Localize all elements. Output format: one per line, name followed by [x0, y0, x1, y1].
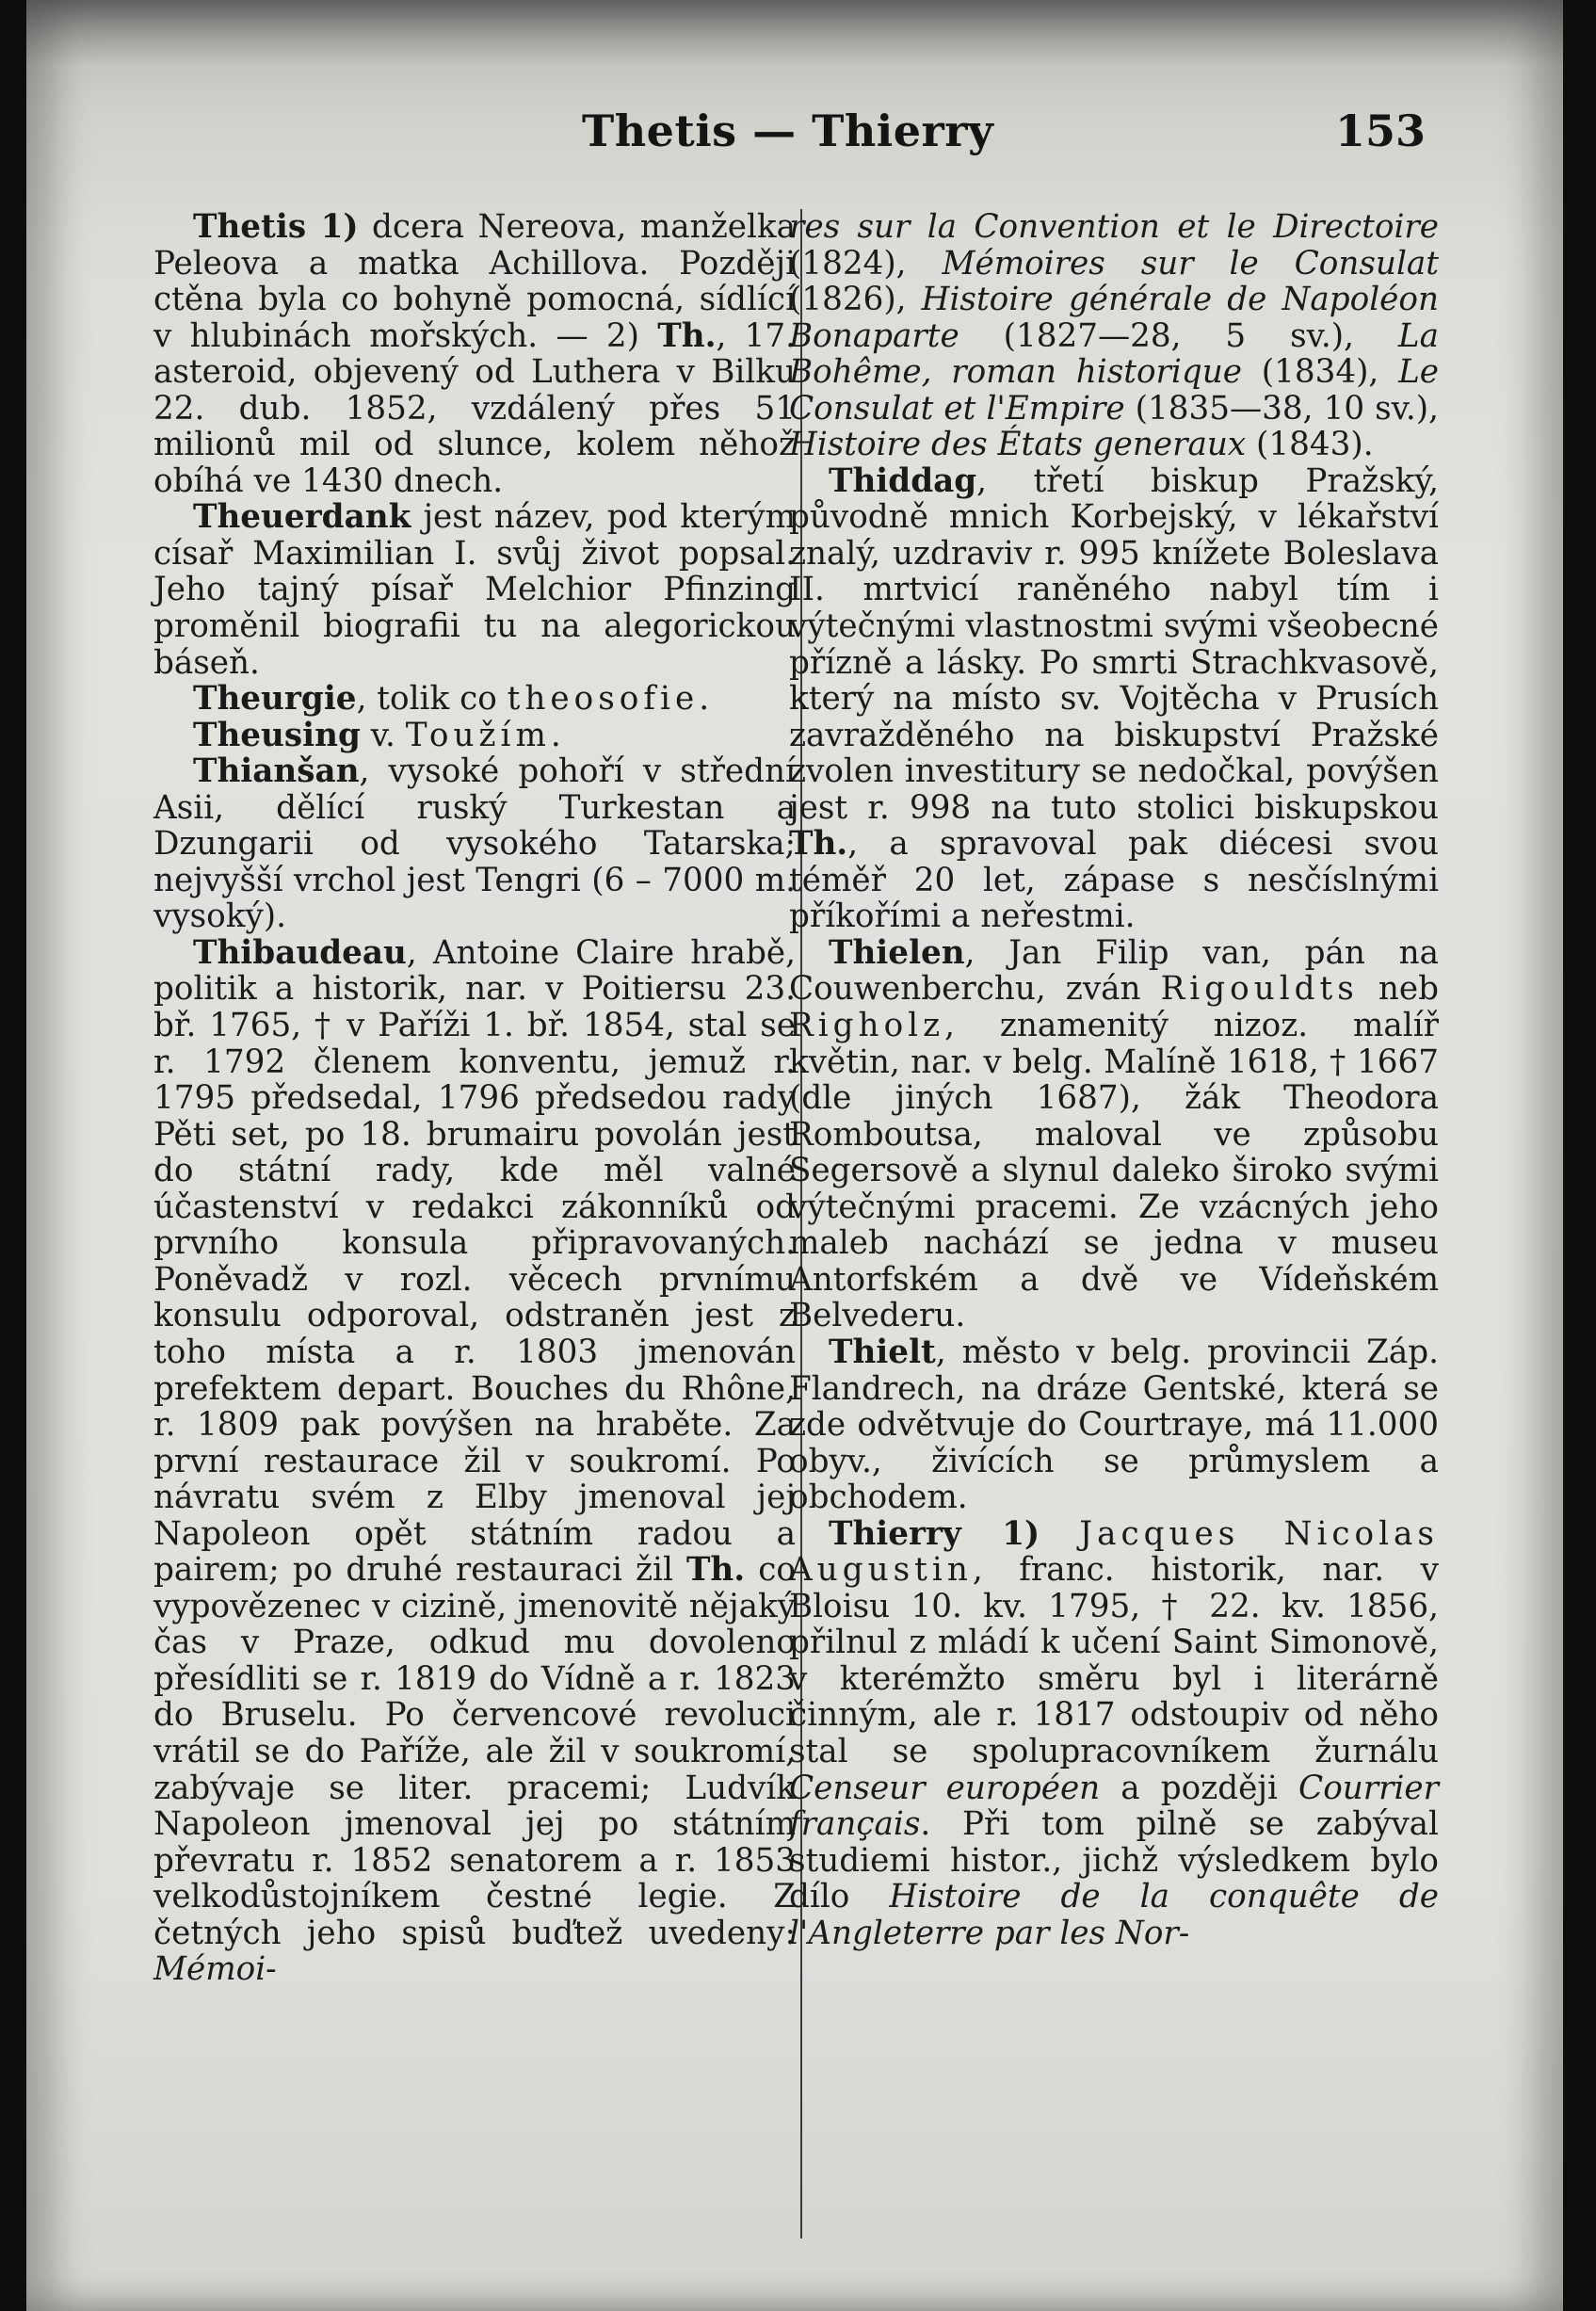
entry-text: , třetí biskup Pražský, původně mnich Korbejský, v lékařství znalý, uzdraviv r. 995 knížete Boleslava II. mrtvicí raněného nabyl tím i výtečnými vlastnostmi svými všeobecné přízně a lásky. Po smrti Strachkvasově, který na místo sv. Vojtěcha v Prusích zavražděného na biskupství Pražské zvolen investitury se nedočkal, povýšen jest r. 998 na tuto stolici biskupskou: [789, 461, 1439, 827]
spaced-name: Rigouldts: [1160, 970, 1359, 1009]
entry-text: jest název, pod kterým císař Maximilian I. svůj život popsal. Jeho tajný písař Melchior Pfinzing proměnil biografii tu na alegorickou báseň.: [153, 498, 796, 682]
entry-text: , a spravoval pak diécesi svou téměř 20 let, zápase s nesčíslnými příkořími a neřestmi.: [789, 825, 1439, 936]
spaced-name: Righolz: [789, 1007, 945, 1045]
italic-title: Mémoi-: [153, 1950, 277, 1989]
entry-text: (1843).: [1246, 426, 1374, 464]
entry-thierry: [789, 1516, 1439, 1952]
entry-theurgie: [153, 681, 796, 718]
entry-text: , franc. historik, nar. v Bloisu 10. kv. 1795, † 22. kv. 1856, přilnul z mládí k učení Saint Simonově, v kterémžto směru byl i literárně činným, ale r. 1817 odstoupiv od něho stal se spolupracovníkem žurnálu: [789, 1551, 1439, 1770]
entry-text: , znamenitý nizoz. malíř květin, nar. v belg. Malíně 1618, † 1667 (dle jiných 1687), žák Theodora Romboutsa, maloval ve způsobu Segersově a slynul daleko široko svými výtečnými pracemi. Ze vzácných jeho maleb nachází se jedna v museu Antorfském a dvě ve Vídeňském Belvederu.: [789, 1007, 1439, 1335]
page-header: [26, 105, 1563, 171]
headword-thetis: Thetis 1): [193, 208, 359, 246]
headword-theusing: Theusing: [193, 716, 361, 754]
headword-theurgie: Theurgie: [193, 680, 357, 719]
scanned-page: [26, 0, 1563, 2311]
page-shadow: [26, 0, 1563, 66]
entry-text: neb: [1358, 970, 1439, 1009]
italic-title: Le Consulat et l'Empire: [789, 353, 1439, 428]
left-column: [153, 209, 796, 1988]
entry-text: , tolik co: [356, 680, 508, 719]
entry-text: (1824),: [789, 244, 943, 283]
entry-text: , Antoine Claire hrabě, politik a historik, nar. v Poitiersu 23. bř. 1765, † v Paříži 1. bř. 1854, stal se r. 1792 členem konventu, jemuž r. 1795 předsedal, 1796 předsedou rady Pěti set, po 18. brumairu povolán jest do státní rady, kde měl valné účastenství v redakci zákonníků od prvního konsula připravovaných. Poněvadž v rozl. věcech prvnímu konsulu odporoval, odstraněn jest z toho místa a r. 1803 jmenován prefektem depart. Bouches du Rhône, r. 1809 pak povýšen na hraběte. Za první restaurace žil v soukromí. Po návratu svém z Elby jmenoval jej Napoleon opět státním radou a pairem; po druhé restauraci žil: [153, 933, 796, 1590]
right-column: [789, 209, 1439, 1951]
abbreviation: Th.: [789, 825, 848, 864]
entry-thibaudeau: [153, 935, 796, 1988]
headword-thielen: Thielen: [829, 933, 965, 972]
italic-title: res sur la Convention et le Directoire: [789, 208, 1439, 246]
entry-thielt: [789, 1334, 1439, 1516]
spaced-name: Jacques Nicolas Augustin: [789, 1514, 1439, 1590]
entry-thiddag: [789, 463, 1439, 935]
entry-text: co vypovězenec v cizině, jmenovitě nějaký čas v Praze, odkud mu dovoleno přesídliti se r. 1819 do Vídně a r. 1823 do Bruselu. Po červencové revoluci vrátil se do Paříže, ale žil v soukromí, zabývaje se liter. pracemi; Ludvík Napoleon jmenoval jej po státním převratu r. 1852 senatorem a r. 1853 velkodůstojníkem čestné legie. Z četných jeho spisů buďtež uvedeny:: [153, 1551, 796, 1952]
cross-reference: Toužím.: [405, 716, 566, 754]
entry-text: v.: [360, 716, 406, 754]
entry-text: dcera Nereova, manželka Peleova a matka Achillova. Později ctěna byla co bohyně pomocná, sídlící v hlubinách mořských. — 2): [153, 208, 796, 355]
entry-text: a později: [1100, 1769, 1299, 1807]
page-number: 153: [1335, 105, 1427, 156]
entry-text: , Jan Filip van, pán na Couwenberchu, zván: [789, 933, 1439, 1009]
headword-thibaudeau: Thibaudeau: [193, 933, 407, 972]
entry-thibaudeau-continued: [789, 209, 1439, 463]
entry-text: (1834),: [1241, 353, 1399, 392]
abbreviation: Th.: [657, 316, 717, 355]
entry-thielen: [789, 935, 1439, 1334]
headword-thiddag: Thiddag: [829, 461, 977, 500]
italic-title: La Bohême, roman historique: [789, 316, 1439, 392]
italic-title: Censeur européen: [789, 1769, 1101, 1807]
entry-text: , město v belg. provincii Záp. Flandrech, na dráze Gentské, která se zde odvětvuje do Courtraye, má 11.000 obyv., živících se průmyslem a obchodem.: [789, 1333, 1439, 1517]
entry-thiansan: [153, 753, 796, 935]
abbreviation: Th.: [685, 1551, 746, 1590]
entry-theuerdank: [153, 499, 796, 681]
entry-text: . Při tom pilně se zabýval studiemi histor., jichž výsledkem bylo dílo: [789, 1805, 1439, 1916]
entry-text: , 17. asteroid, objevený od Luthera v Bilku 22. dub. 1852, vzdálený přes 51 milionů mil od slunce, kolem něhož obíhá ve 1430 dnech.: [153, 316, 796, 500]
italic-title: Histoire générale de Napoléon Bonaparte: [789, 281, 1439, 355]
headword-thierry: Thierry 1): [829, 1514, 1040, 1553]
entry-thetis: [153, 209, 796, 499]
cross-reference: theosofie.: [507, 680, 715, 719]
entry-text: (1835—38, 10 sv.),: [1124, 389, 1439, 428]
italic-title: Mémoires sur le Consulat: [942, 244, 1440, 283]
headword-thielt: Thielt: [829, 1333, 936, 1371]
running-head: Thetis — Thierry: [582, 105, 994, 156]
entry-text: (1827—28, 5 sv.),: [959, 316, 1398, 355]
entry-theusing: [153, 718, 796, 754]
entry-text: , vysoké pohoří v střední Asii, dělící ruský Turkestan a Dzungarii od vysokého Tatarska; nejvyšší vrchol jest Tengri (6 – 7000 m. vysoký).: [153, 752, 796, 936]
entry-text: (1826),: [789, 281, 922, 319]
italic-title: Courrier français: [789, 1769, 1439, 1844]
headword-theuerdank: Theuerdank: [193, 498, 411, 537]
italic-title: Histoire de la conquête de l'Angleterre par les Nor-: [789, 1878, 1440, 1952]
headword-thiansan: Thianšan: [193, 752, 360, 791]
italic-title: Histoire des États generaux: [789, 426, 1247, 464]
